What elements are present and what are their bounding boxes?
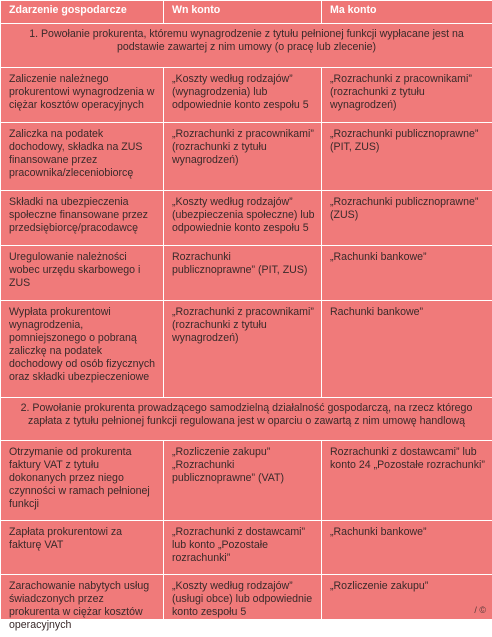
debit-cell: „Koszty według rodzajów” (ubezpieczenia społeczne) lub odpowiednie konto zespołu 5 <box>164 191 322 246</box>
credit-cell: „Rachunki bankowe” <box>322 246 492 301</box>
table-row <box>1 191 492 246</box>
credit-cell: „Rachunki bankowe” <box>322 521 492 575</box>
table-row <box>1 301 492 398</box>
header-event: Zdarzenie gospodarcze <box>1 1 164 24</box>
debit-cell: „Rozrachunki z pracownikami” (rozrachunki z tytułu wynagrodzeń) <box>164 301 322 398</box>
credit-cell: „Rozrachunki publicznoprawne” (PIT, ZUS) <box>322 123 492 191</box>
event-cell: Zarachowanie nabytych usług świadczonych przez prokurenta w ciężar kosztów operacyjnych <box>1 575 164 637</box>
section-row <box>1 24 492 68</box>
debit-cell: „Koszty według rodzajów” (wynagrodzenia) lub odpowiednie konto zespołu 5 <box>164 68 322 123</box>
table-row <box>1 123 492 191</box>
credit-cell: „Rozrachunki z pracownikami” (rozrachunki z tytułu wynagrodzeń) <box>322 68 492 123</box>
section-2-title: 2. Powołanie prokurenta prowadzącego samodzielną działalność gospodarczą, na rzecz którego zapłata z tytułu pełnionej funkcji regulowana jest w oparciu o zawartą z nim umowę handlową <box>1 398 492 441</box>
credit-cell: „Rozliczenie zakupu” <box>322 575 492 637</box>
event-cell: Uregulowanie należności wobec urzędu skarbowego i ZUS <box>1 246 164 301</box>
credit-cell: Rachunki bankowe” <box>322 301 492 398</box>
table-row <box>1 521 492 575</box>
header-debit: Wn konto <box>164 1 322 24</box>
event-cell: Zaliczka na podatek dochodowy, składka na ZUS finansowane przez pracownika/zleceniobiorcę <box>1 123 164 191</box>
section-1-title: 1. Powołanie prokurenta, któremu wynagrodzenie z tytułu pełnionej funkcji wypłacane jest na podstawie zawartej z nim umowy (o pracę lub zlecenie) <box>1 24 492 68</box>
corner-mark: / © <box>474 605 486 615</box>
credit-cell: „Rozrachunki publicznoprawne” (ZUS) <box>322 191 492 246</box>
event-cell: Zaliczenie należnego prokurentowi wynagrodzenia w ciężar kosztów operacyjnych <box>1 68 164 123</box>
credit-cell: Rozrachunki z dostawcami” lub konto 24 „Pozostałe rozrachunki” <box>322 441 492 521</box>
debit-cell: „Rozliczenie zakupu” „Rozrachunki publicznoprawne” (VAT) <box>164 441 322 521</box>
table-row <box>1 246 492 301</box>
debit-cell: „Rozrachunki z pracownikami” (rozrachunki z tytułu wynagrodzeń) <box>164 123 322 191</box>
debit-cell: „Rozrachunki z dostawcami” lub konto „Pozostałe rozrachunki” <box>164 521 322 575</box>
table-row <box>1 68 492 123</box>
event-cell: Zapłata prokurentowi za fakturę VAT <box>1 521 164 575</box>
header-row <box>1 1 492 24</box>
event-cell: Składki na ubezpieczenia społeczne finansowane przez przedsiębiorcę/pracodawcę <box>1 191 164 246</box>
event-cell: Otrzymanie od prokurenta faktury VAT z tytułu dokonanych przez niego czynności w ramach pełnionej funkcji <box>1 441 164 521</box>
debit-cell: Rozrachunki publicznoprawne” (PIT, ZUS) <box>164 246 322 301</box>
section-row <box>1 398 492 441</box>
table-row <box>1 575 492 637</box>
debit-cell: „Koszty według rodzajów” (usługi obce) lub odpowiednie konto zespołu 5 <box>164 575 322 637</box>
header-credit: Ma konto <box>322 1 492 24</box>
event-cell: Wypłata prokurentowi wynagrodzenia, pomniejszonego o pobraną zaliczkę na podatek dochodowy od osób fizycznych oraz składki ubezpieczeniowe <box>1 301 164 398</box>
table-row <box>1 441 492 521</box>
